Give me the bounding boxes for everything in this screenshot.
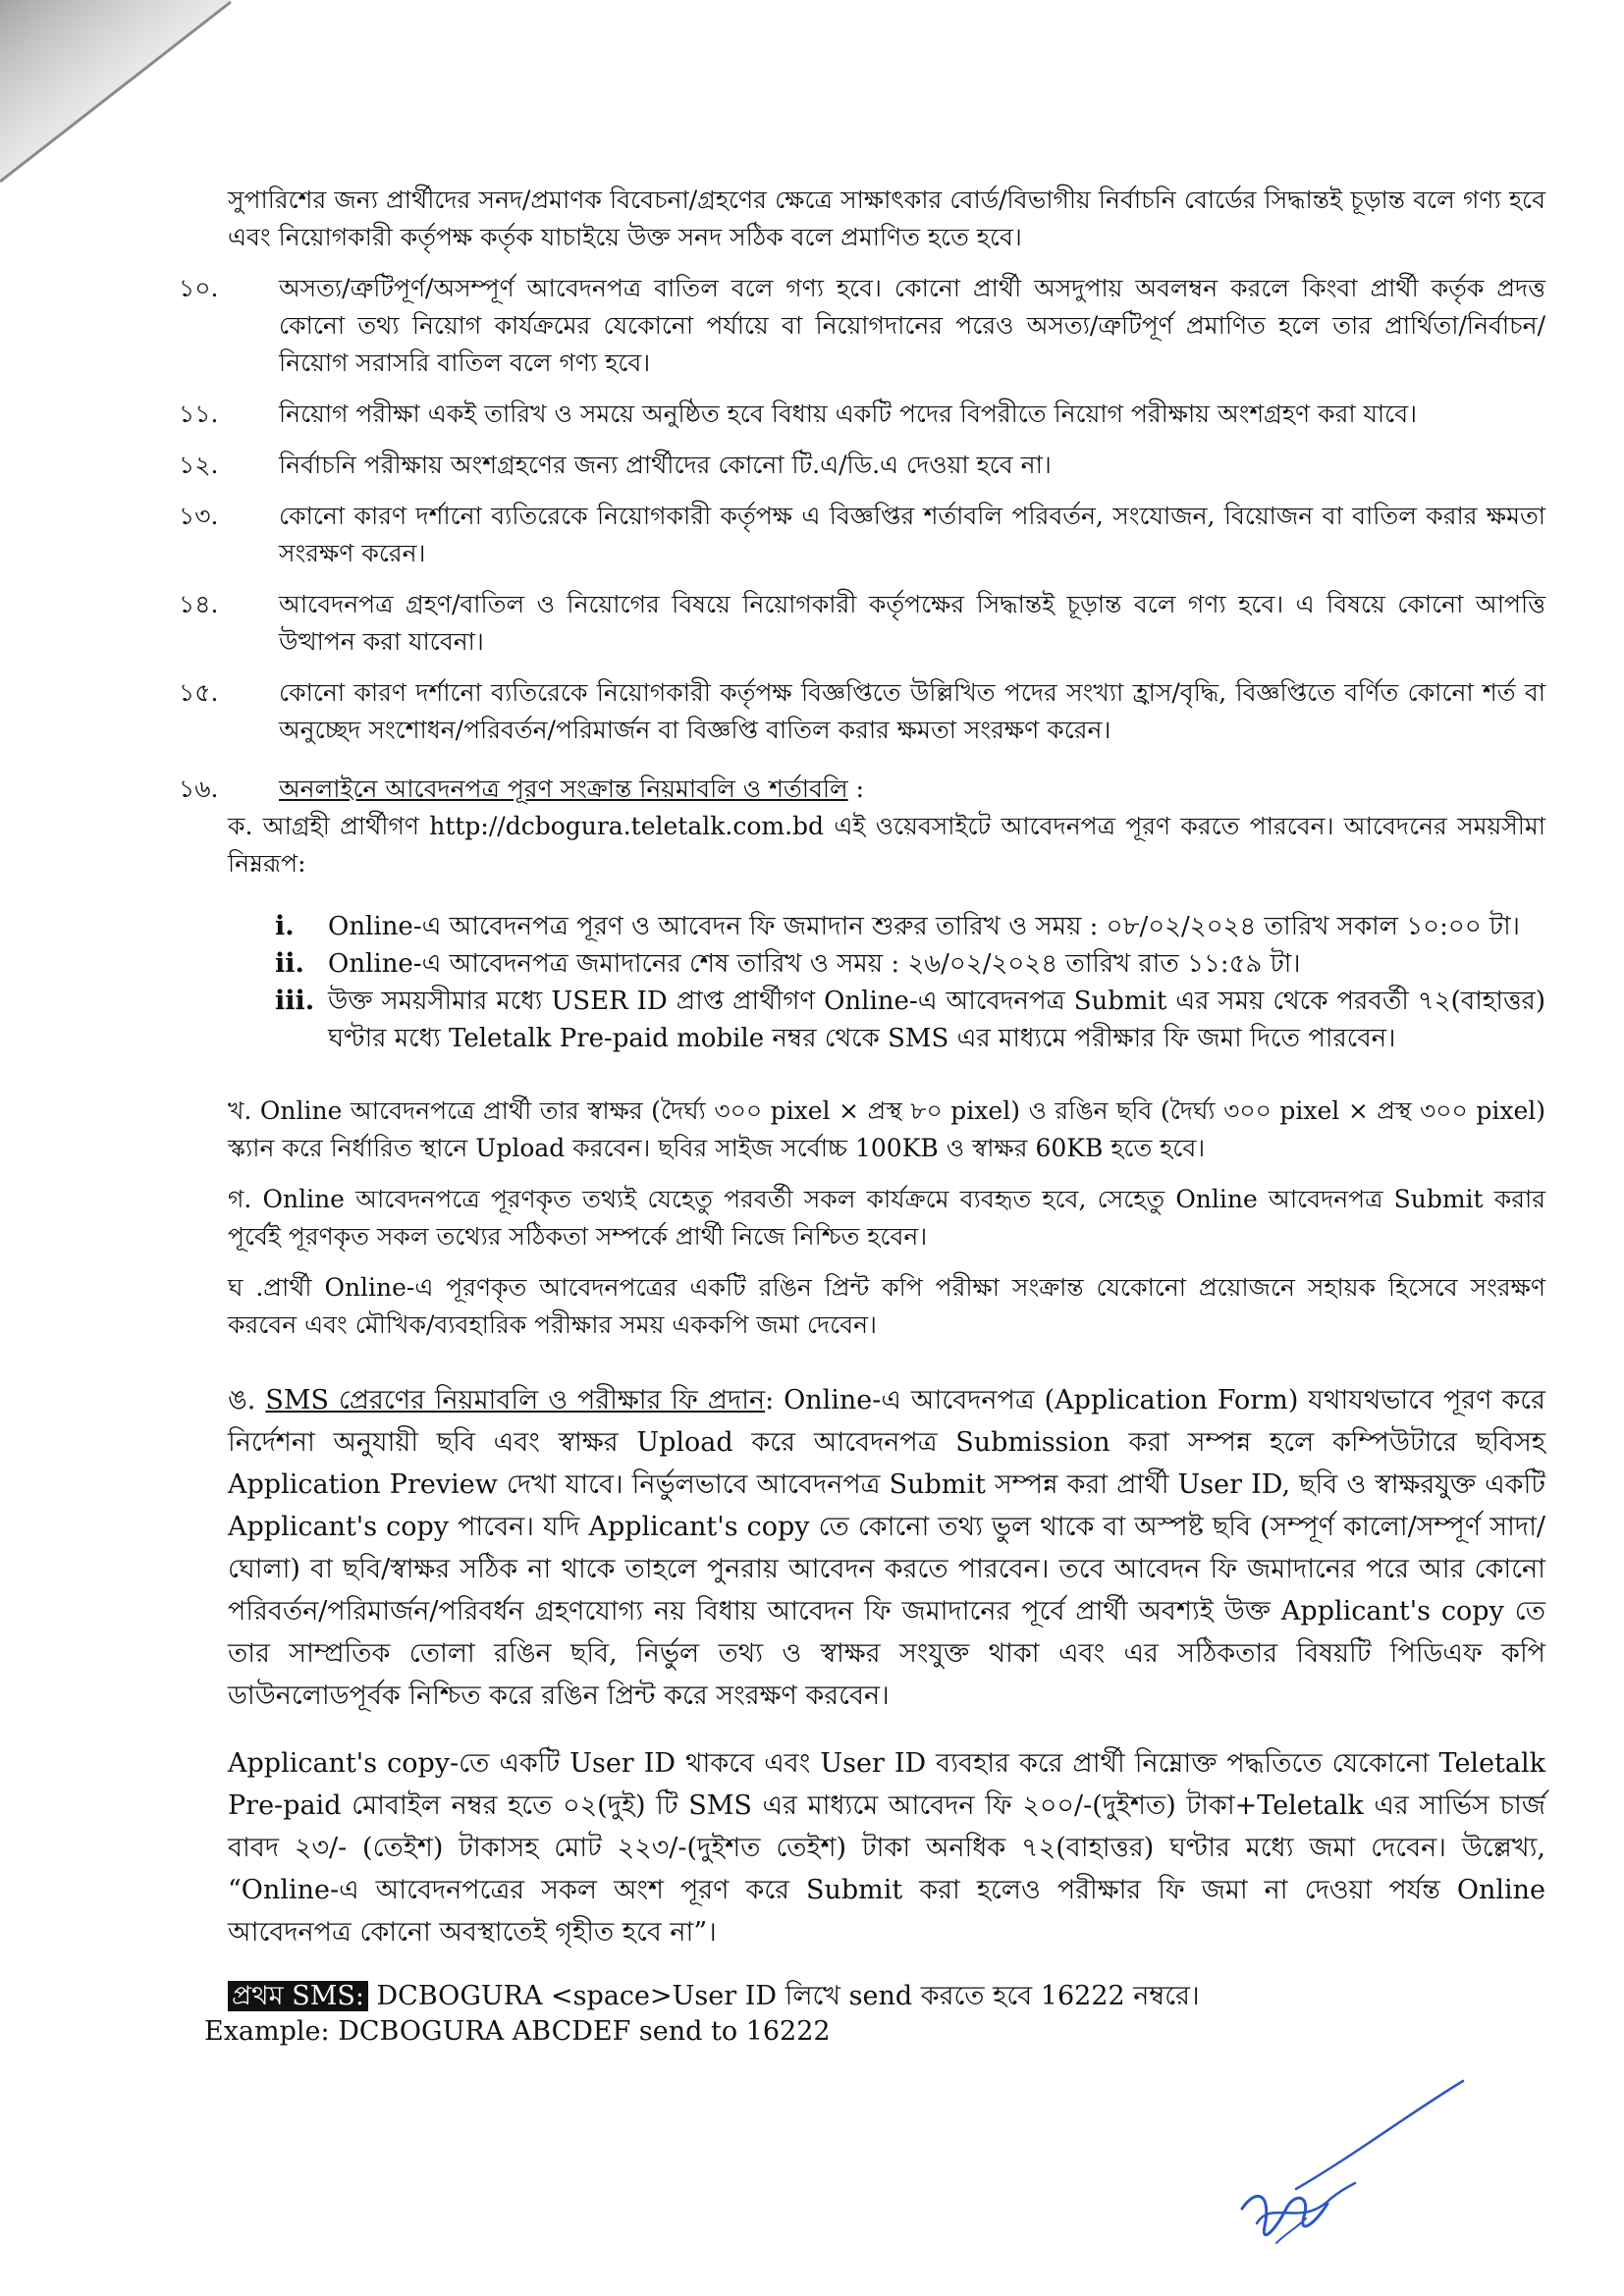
clause-number: ১৪. [179,590,219,618]
first-sms-badge: প্রথম SMS: [228,1981,368,2011]
roman-numeral: iii. [275,986,315,1016]
clause-text: আবেদনপত্র গ্রহণ/বাতিল ও নিয়োগের বিষয়ে নিয়োগকারী কর্তৃপক্ষের সিদ্ধান্তই চূড়ান্ত বলে গণ্য হবে। এ বিষয়ে কোনো আপত্তি উত্থাপন করা যাবেনা। [279,590,1545,656]
deadline-item-iii [275,983,1545,1057]
clause-14 [179,586,1545,661]
clause-number: ১২. [179,451,219,479]
clause-text: নিয়োগ পরীক্ষা একই তারিখ ও সময়ে অনুষ্ঠিত হবে বিধায় একটি পদের বিপরীতে নিয়োগ পরীক্ষায় অংশগ্রহণ করা যাবে। [279,400,1418,428]
deadline-text: Online-এ আবেদনপত্র পূরণ ও আবেদন ফি জমাদান শুরুর তারিখ ও সময় : ০৮/০২/২০২৪ তারিখ সকাল ১০:০০ টা। [328,912,1520,941]
deadline-item-i [275,908,1545,945]
deadline-text: Online-এ আবেদনপত্র জমাদানের শেষ তারিখ ও সময় : ২৬/০২/২০২৪ তারিখ রাত ১১:৫৯ টা। [328,949,1301,979]
clause-text: কোনো কারণ দর্শানো ব্যতিরেকে নিয়োগকারী কর্তৃপক্ষ এ বিজ্ঞপ্তির শর্তাবলি পরিবর্তন, সংযোজন, বিয়োজন বা বাতিল করার ক্ষমতা সংরক্ষণ করেন। [279,502,1545,567]
handwritten-signature [1218,2061,1492,2258]
clause-11 [179,396,1545,433]
clause-12 [179,447,1545,484]
section-heading [279,771,1545,808]
subclause-uma-prefix: ঙ. [228,1385,266,1415]
subclause-kha: খ. Online আবেদনপত্রে প্রার্থী তার স্বাক্ষর (দৈর্ঘ্য ৩০০ pixel × প্রস্থ ৮০ pixel) ও রঙিন ছবি (দৈর্ঘ্য ৩০০ pixel × প্রস্থ ৩০০ pixel) স্ক্যান করে নির্ধারিত স্থানে Upload করবেন। ছবির সাইজ সর্বোচ্চ 100KB ও স্বাক্ষর 60KB হতে হবে। [228,1096,1545,1162]
clause-number: ১৫. [179,678,219,707]
subclause-gha: ঘ .প্রার্থী Online-এ পূরণকৃত আবেদনপত্রের একটি রঙিন প্রিন্ট কপি পরীক্ষা সংক্রান্ত যেকোনো প্রয়োজনে সহায়ক হিসেবে সংরক্ষণ করবেন এবং মৌখিক/ব্যবহারিক পরীক্ষার সময় এককপি জমা দেবেন। [228,1273,1545,1339]
clause-number: ১৬. [179,774,219,803]
subclause-uma [228,1379,1545,1717]
sms-rules-heading: SMS প্রেরণের নিয়মাবলি ও পরীক্ষার ফি প্রদান [265,1385,766,1415]
deadline-item-ii [275,945,1545,983]
clause-text: নির্বাচনি পরীক্ষায় অংশগ্রহণের জন্য প্রার্থীদের কোনো টি.এ/ডি.এ দেওয়া হবে না। [279,451,1052,479]
applicant-copy-paragraph: Applicant's copy-তে একটি User ID থাকবে এবং User ID ব্যবহার করে প্রার্থী নিম্নোক্ত পদ্ধতিতে যেকোনো Teletalk Pre-paid মোবাইল নম্বর হতে ০২(দুই) টি SMS এর মাধ্যমে আবেদন ফি ২০০/-(দুইশত) টাকা+Teletalk এর সার্ভিস চার্জ বাবদ ২৩/- (তেইশ) টাকাসহ মোট ২২৩/-(দুইশত তেইশ) টাকা অনধিক ৭২(বাহাত্তর) ঘণ্টার মধ্যে জমা দেবেন। উল্লেখ্য, “Online-এ আবেদনপত্রের সকল অংশ পূরণ করে Submit করা হলেও পরীক্ষার ফি জমা না দেওয়া পর্যন্ত Online আবেদনপত্র কোনো অবস্থাতেই গৃহীত হবে না”। [228,1748,1545,1948]
example-label: Example: [204,2016,330,2047]
clause-15 [179,674,1545,749]
clause-13 [179,498,1545,572]
example-line [204,2014,1545,2050]
clause-number: ১৩. [179,502,219,530]
roman-numeral: i. [275,911,295,941]
section-heading-suffix: : [847,774,865,803]
first-sms-line [228,1979,1545,2014]
clause-text: কোনো কারণ দর্শানো ব্যতিরেকে নিয়োগকারী কর্তৃপক্ষ বিজ্ঞপ্তিতে উল্লিখিত পদের সংখ্যা হ্রাস/বৃদ্ধি, বিজ্ঞপ্তিতে বর্ণিত কোনো শর্ত বা অনুচ্ছেদ সংশোধন/পরিবর্তন/পরিমার্জন বা বিজ্ঞপ্তি বাতিল করার ক্ষমতা সংরক্ষণ করেন। [279,678,1545,744]
subclause-uma-text: : Online-এ আবেদনপত্র (Application Form) যথাযথভাবে পূরণ করে নির্দেশনা অনুযায়ী ছবি এবং স্বাক্ষর Upload করে আবেদনপত্র Submission করা সম্পন্ন হলে কম্পিউটারে ছবিসহ Application Preview দেখা যাবে। নির্ভুলভাবে আবেদনপত্র Submit সম্পন্ন করা প্রার্থী User ID, ছবি ও স্বাক্ষরযুক্ত একটি Applicant's copy পাবেন। যদি Applicant's copy তে কোনো তথ্য ভুল থাকে বা অস্পষ্ট ছবি (সম্পূর্ণ কালো/সম্পূর্ণ সাদা/ঘোলা) বা ছবি/স্বাক্ষর সঠিক না থাকে তাহলে পুনরায় আবেদন করতে পারবেন। তবে আবেদন ফি জমাদানের পরে আর কোনো পরিবর্তন/পরিমার্জন/পরিবর্ধন গ্রহণযোগ্য নয় বিধায় আবেদন ফি জমাদানের পূর্বে প্রার্থী অবশ্যই উক্ত Applicant's copy তে তার সাম্প্রতিক তোলা রঙিন ছবি, নির্ভুল তথ্য ও স্বাক্ষর সংযুক্ত থাকা এবং এর সঠিকতার বিষয়টি পিডিএফ কপি ডাউনলোডপূর্বক নিশ্চিত করে রঙিন প্রিন্ট করে সংরক্ষণ করবেন। [228,1385,1545,1711]
folded-corner-shadow [0,0,255,196]
clause-number: ১১. [179,400,219,428]
clause-text: অসত্য/ত্রুটিপূর্ণ/অসম্পূর্ণ আবেদনপত্র বাতিল বলে গণ্য হবে। কোনো প্রার্থী অসদুপায় অবলম্বন করলে কিংবা প্রার্থী কর্তৃক প্রদত্ত কোনো তথ্য নিয়োগ কার্যক্রমের যেকোনো পর্যায়ে বা নিয়োগদানের পরেও অসত্য/ত্রুটিপূর্ণ প্রমাণিত হলে তার প্রার্থিতা/নির্বাচন/নিয়োগ সরাসরি বাতিল বলে গণ্য হবে। [279,274,1545,377]
first-sms-text: DCBOGURA <space>User ID লিখে send করতে হবে 16222 নম্বরে। [367,1981,1200,2011]
subclause-ka: ক. আগ্রহী প্রার্থীগণ http://dcbogura.teletalk.com.bd এই ওয়েবসাইটে আবেদনপত্র পূরণ করতে পারবেন। আবেদনের সময়সীমা নিম্নরূপ: [228,812,1545,878]
document-body [179,182,1545,2050]
deadline-text: উক্ত সময়সীমার মধ্যে USER ID প্রাপ্ত প্রার্থীগণ Online-এ আবেদনপত্র Submit এর সময় থেকে পরবর্তী ৭২(বাহাত্তর) ঘণ্টার মধ্যে Teletalk Pre-paid mobile নম্বর থেকে SMS এর মাধ্যমে পরীক্ষার ফি জমা দিতে পারবেন। [328,987,1545,1053]
clause-16 [179,771,1545,808]
roman-numeral: ii. [275,948,304,979]
section-heading-text: অনলাইনে আবেদনপত্র পূরণ সংক্রান্ত নিয়মাবলি ও শর্তাবলি [279,774,848,803]
example-text: DCBOGURA ABCDEF send to 16222 [329,2016,831,2047]
intro-paragraph: সুপারিশের জন্য প্রার্থীদের সনদ/প্রমাণক বিবেচনা/গ্রহণের ক্ষেত্রে সাক্ষাৎকার বোর্ড/বিভাগীয় নির্বাচনি বোর্ডের সিদ্ধান্তই চূড়ান্ত বলে গণ্য হবে এবং নিয়োগকারী কর্তৃপক্ষ কর্তৃক যাচাইয়ে উক্ত সনদ সঠিক বলে প্রমাণিত হতে হবে। [228,186,1545,251]
subclause-ga: গ. Online আবেদনপত্রে পূরণকৃত তথ্যই যেহেতু পরবর্তী সকল কার্যক্রমে ব্যবহৃত হবে, সেহেতু Online আবেদনপত্র Submit করার পূর্বেই পূরণকৃত সকল তথ্যের সঠিকতা সম্পর্কে প্রার্থী নিজে নিশ্চিত হবেন। [228,1185,1545,1251]
clause-10 [179,270,1545,382]
clause-number: ১০. [179,274,219,302]
